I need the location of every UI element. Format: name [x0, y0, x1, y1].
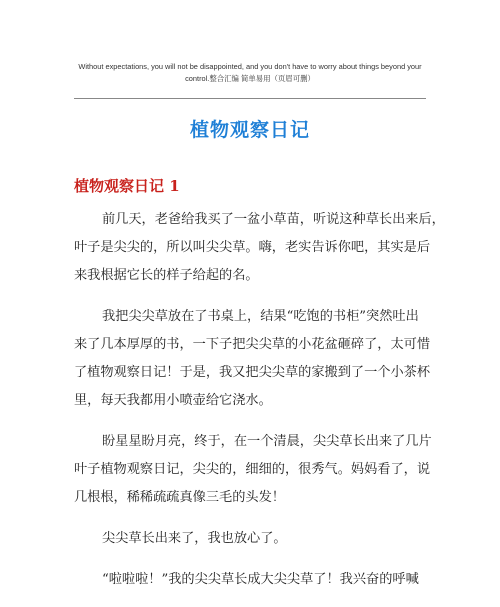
paragraph-line: 叶子植物观察日记，尖尖的，细细的，很秀气。妈妈看了，说: [74, 462, 431, 477]
document-title: 植物观察日记: [189, 119, 310, 141]
paragraph-2: [74, 303, 431, 415]
paragraph-line: 前几天，老爸给我买了一盆小草苗，听说这种草长出来后，: [102, 212, 445, 227]
paragraph-line: 了植物观察日记！于是，我又把尖尖草的家搬到了一个小茶杯: [74, 365, 431, 380]
paragraph-line: 叶子是尖尖的，所以叫尖尖草。嗨，老实告诉你吧，其实是后: [74, 240, 431, 255]
paragraph-line: 来我根据它长的样子给起的名。: [74, 268, 259, 283]
paragraph-line: 来了几本厚厚的书，一下子把尖尖草的小花盆砸碎了，太可惜: [74, 337, 431, 352]
header-note-line-2: control.整合汇编 简单易用（页眉可删）: [185, 74, 315, 83]
paragraph-5: [74, 566, 426, 594]
paragraph-4: [74, 525, 426, 553]
paragraph-1: [74, 206, 445, 290]
header-note: [60, 61, 440, 85]
paragraph-line: 盼星星盼月亮，终于，在一个清晨，尖尖草长出来了几片: [102, 434, 432, 449]
header-divider: [74, 98, 426, 99]
section-title: 植物观察日记 1: [74, 177, 180, 195]
paragraph-line: “啦啦啦！”我的尖尖草长成大尖尖草了！我兴奋的呼喊: [102, 572, 419, 587]
paragraph-3: [74, 428, 432, 512]
header-note-line-1: Without expectations, you will not be disappointed, and you don't have to worry about things beyond your: [78, 62, 422, 71]
paragraph-line: 尖尖草长出来了，我也放心了。: [102, 531, 287, 546]
paragraph-line: 里，每天我都用小喷壶给它浇水。: [74, 393, 272, 408]
document-body: [74, 206, 445, 607]
paragraph-line: 几根根，稀稀疏疏真像三毛的头发！: [74, 490, 285, 505]
paragraph-line: 我把尖尖草放在了书桌上，结果“吃饱的书柜”突然吐出: [102, 309, 419, 324]
